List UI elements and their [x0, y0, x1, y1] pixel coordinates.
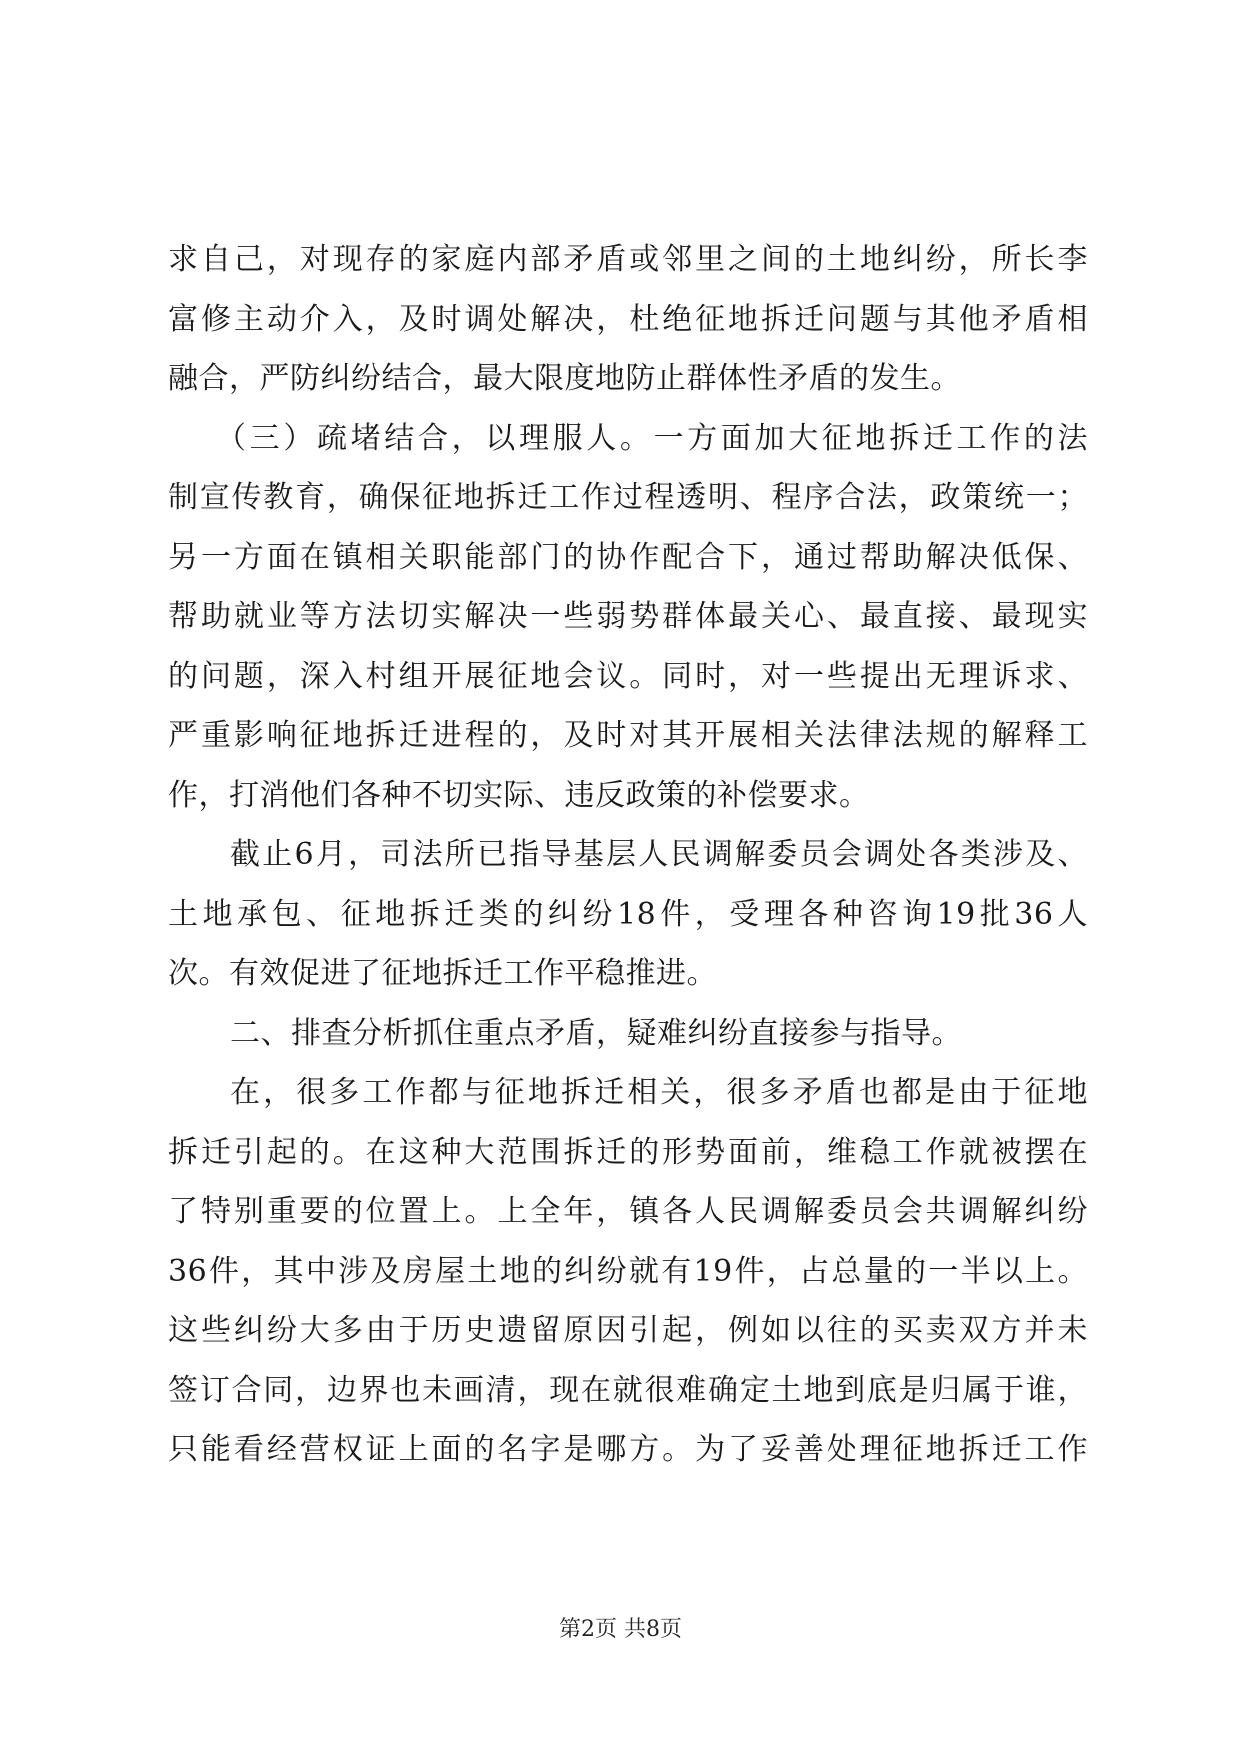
text-line: 截止6月，司法所已指导基层人民调解委员会调处各类涉及、 — [230, 837, 1088, 872]
text-line: 36件，其中涉及房屋土地的纠纷就有19件，占总量的一半以上。 — [168, 1253, 1088, 1289]
text-line: 只能看经营权证上面的名字是哪方。为了妥善处理征地拆迁工作 — [168, 1432, 1088, 1467]
text-line: 制宣传教育，确保征地拆迁工作过程透明、程序合法，政策统一； — [168, 480, 1088, 515]
text-line: 帮助就业等方法切实解决一些弱势群体最关心、最直接、最现实 — [168, 599, 1088, 634]
text-line: 融合，严防纠纷结合，最大限度地防止群体性矛盾的发生。 — [168, 361, 961, 396]
text-line: 次。有效促进了征地拆迁工作平稳推进。 — [168, 956, 717, 991]
text-line: 严重影响征地拆迁进程的，及时对其开展相关法律法规的解释工 — [168, 718, 1088, 753]
text-line: （三）疏堵结合，以理服人。一方面加大征地拆迁工作的法 — [216, 420, 1088, 456]
body-text — [168, 230, 1088, 1480]
text-line: 土地承包、征地拆迁类的纠纷18件，受理各种咨询19批36人 — [168, 896, 1088, 932]
text-line: 了特别重要的位置上。上全年，镇各人民调解委员会共调解纠纷 — [168, 1194, 1088, 1229]
text-line: 签订合同，边界也未画清，现在就很难确定土地到底是归属于谁， — [168, 1372, 1088, 1408]
text-line: 这些纠纷大多由于历史遗留原因引起，例如以往的买卖双方并未 — [168, 1313, 1088, 1348]
page-footer: 第2页 共8页 — [559, 1617, 682, 1642]
text-line: 求自己，对现存的家庭内部矛盾或邻里之间的土地纠纷，所长李 — [168, 242, 1088, 277]
text-line: 在，很多工作都与征地拆迁相关，很多矛盾也都是由于征地 — [230, 1075, 1088, 1110]
text-line: 另一方面在镇相关职能部门的协作配合下，通过帮助解决低保、 — [168, 539, 1088, 575]
text-line: 作，打消他们各种不切实际、违反政策的补偿要求。 — [168, 777, 870, 813]
text-line: 的问题，深入村组开展征地会议。同时，对一些提出无理诉求、 — [168, 658, 1088, 694]
text-line: 富修主动介入，及时调处解决，杜绝征地拆迁问题与其他矛盾相 — [168, 301, 1088, 337]
text-line: 二、排查分析抓住重点矛盾，疑难纠纷直接参与指导。 — [230, 1015, 962, 1051]
text-line: 拆迁引起的。在这种大范围拆迁的形势面前，维稳工作就被摆在 — [168, 1134, 1088, 1170]
